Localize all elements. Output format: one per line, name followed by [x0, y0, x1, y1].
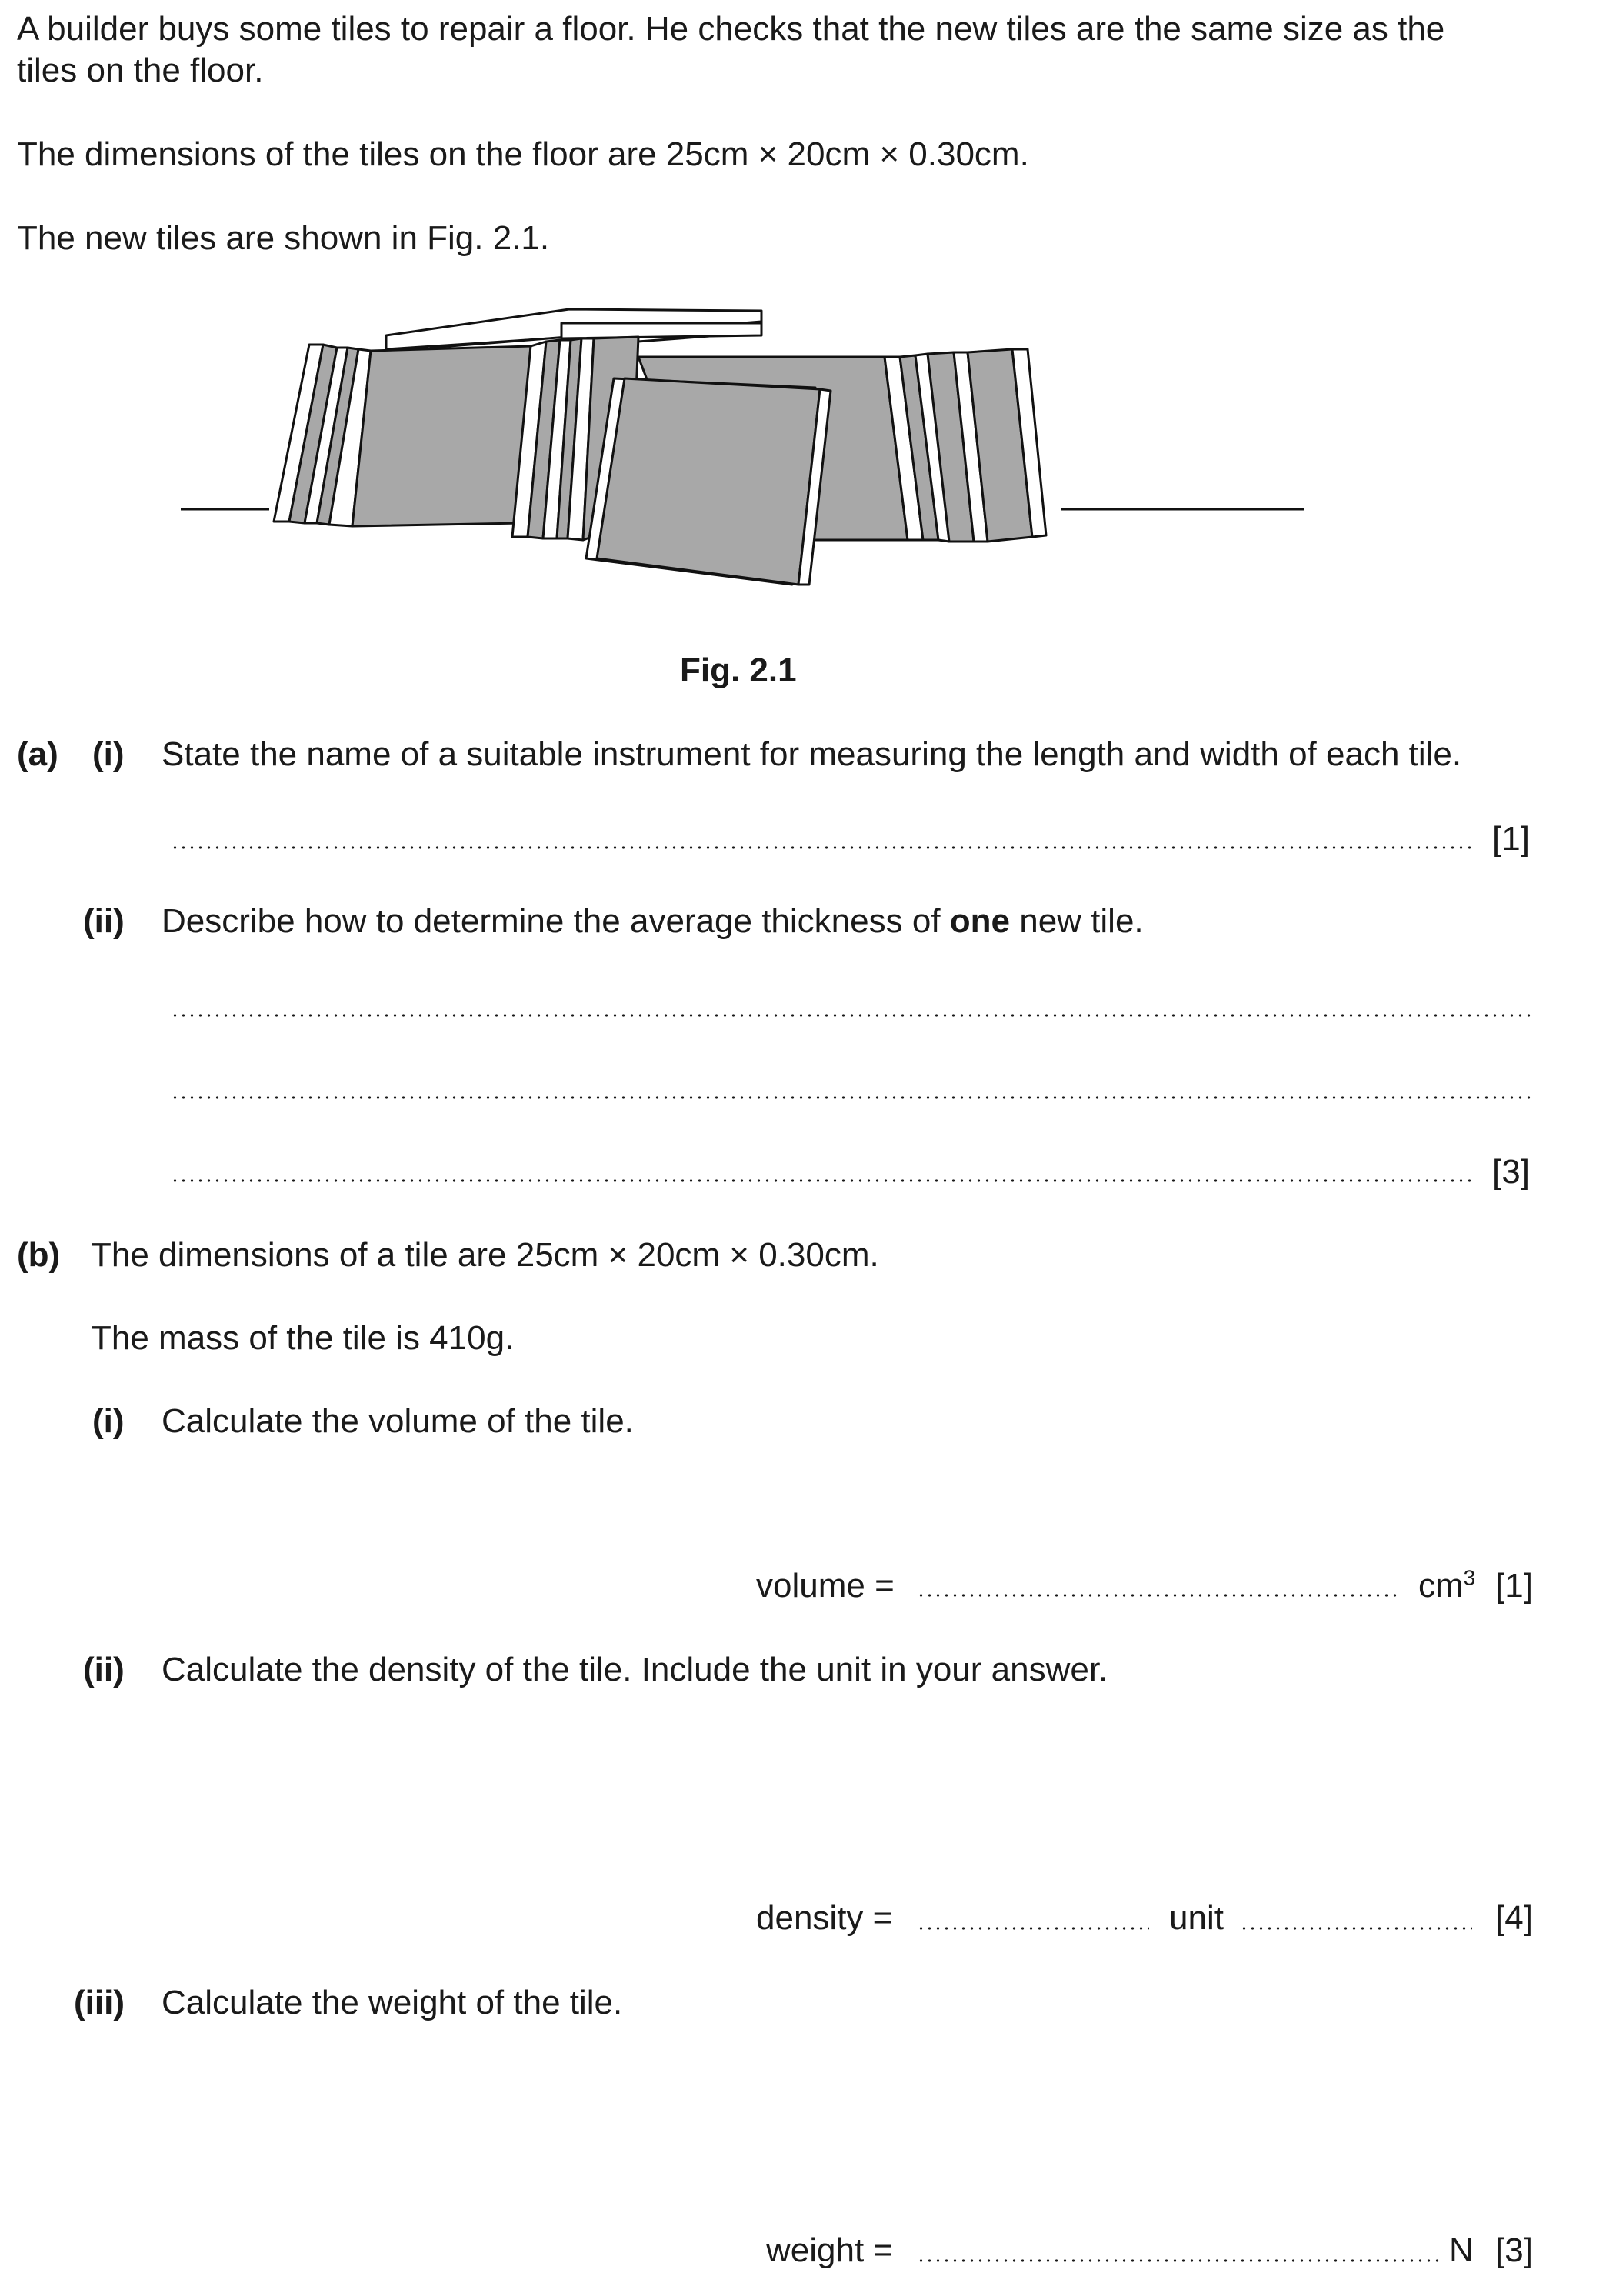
density-unit-answer-line[interactable]	[1240, 1927, 1472, 1930]
intro-line-1: A builder buys some tiles to repair a floor. He checks that the new tiles are the same size as the	[17, 10, 1445, 48]
answer-line-a-i[interactable]	[171, 846, 1471, 849]
part-b-i-label: (i)	[92, 1402, 125, 1440]
weight-answer-line[interactable]	[917, 2259, 1440, 2262]
answer-line-a-ii-3[interactable]	[171, 1179, 1471, 1182]
volume-label: volume =	[756, 1567, 895, 1605]
floor-tile-dimensions: The dimensions of the tiles on the floor are 25cm × 20cm × 0.30cm.	[17, 135, 1029, 173]
volume-answer-line[interactable]	[917, 1594, 1401, 1597]
density-unit-label: unit	[1169, 1899, 1224, 1937]
part-b-iii-question: Calculate the weight of the tile.	[162, 1984, 623, 2021]
part-a-label: (a)	[17, 735, 58, 773]
weight-label: weight =	[766, 2231, 894, 2269]
part-b-i-question: Calculate the volume of the tile.	[162, 1402, 634, 1440]
answer-line-a-ii-2[interactable]	[171, 1096, 1531, 1099]
part-b-ii-label: (ii)	[83, 1651, 125, 1688]
part-b-label: (b)	[17, 1236, 61, 1274]
part-a-ii-label: (ii)	[83, 902, 125, 940]
tile-front	[597, 378, 820, 585]
tile-large-left	[352, 346, 531, 526]
marks-a-ii: [3]	[1492, 1153, 1530, 1191]
density-answer-line[interactable]	[917, 1927, 1149, 1930]
top-tile-3	[561, 323, 761, 338]
marks-b-ii: [4]	[1495, 1899, 1533, 1937]
part-b-mass: The mass of the tile is 410g.	[91, 1319, 515, 1357]
weight-unit: N	[1449, 2231, 1474, 2269]
part-b-dimensions: The dimensions of a tile are 25cm × 20cm × 0.30cm.	[91, 1236, 879, 1274]
intro-line-2: tiles on the floor.	[17, 52, 264, 89]
part-a-ii-question: Describe how to determine the average thickness of one new tile.	[162, 902, 1144, 940]
answer-line-a-ii-1[interactable]	[171, 1014, 1531, 1017]
part-b-iii-label: (iii)	[74, 1984, 125, 2021]
part-b-ii-question: Calculate the density of the tile. Include the unit in your answer.	[162, 1651, 1108, 1688]
density-label: density =	[756, 1899, 893, 1937]
marks-b-i: [1]	[1495, 1567, 1533, 1605]
tiles-figure	[177, 292, 1315, 615]
marks-b-iii: [3]	[1495, 2231, 1533, 2269]
new-tiles-sentence: The new tiles are shown in Fig. 2.1.	[17, 219, 550, 257]
figure-caption: Fig. 2.1	[680, 651, 797, 689]
volume-unit: $cm^3$	[1418, 1565, 1476, 1605]
part-a-i-question: State the name of a suitable instrument for measuring the length and width of each tile.	[162, 735, 1462, 773]
part-a-i-label: (i)	[92, 735, 125, 773]
marks-a-i: [1]	[1492, 820, 1530, 858]
